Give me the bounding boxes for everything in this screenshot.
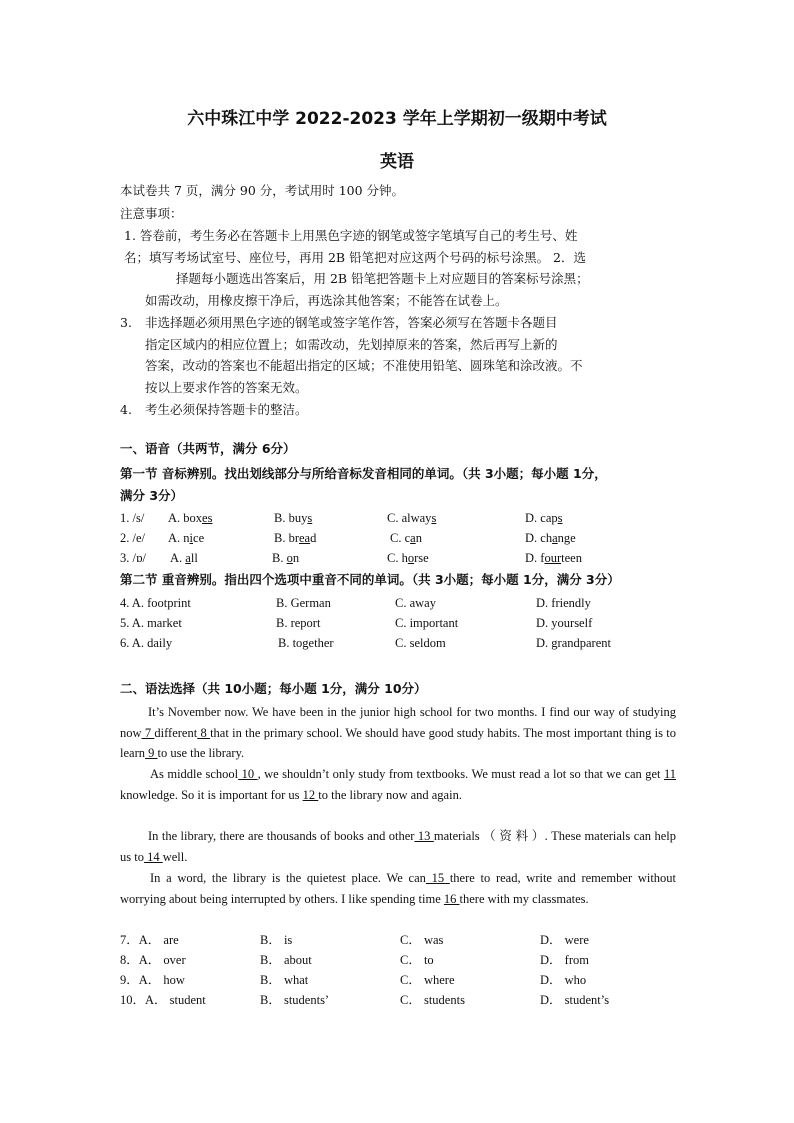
note-3-number: 3.: [120, 315, 132, 330]
q7-option-c: C． was: [400, 933, 444, 947]
q6-option-b: B. together: [278, 636, 334, 650]
note-2-line-1: 择题每小题选出答案后，用 2B 铅笔把答题卡上对应题目的答案标号涂黑；: [176, 271, 589, 286]
q3-number: 3. /ɒ/: [120, 551, 146, 565]
q2-option-b: B. bread: [274, 531, 317, 545]
section-2-instructions: 第二节 重音辨别。指出四个选项中重音不同的单词。（共 3小题；每小题 1分，满分 3分）: [120, 572, 620, 587]
section-1-instructions-line-2: 满分 3分）: [120, 488, 184, 503]
q1-option-a: A. boxes: [168, 511, 213, 525]
q4-option-a: 4. A. footprint: [120, 596, 191, 610]
q3-option-d: D. fourteen: [525, 551, 582, 565]
q5-option-b: B. report: [276, 616, 321, 630]
note-3-line-3: 答案，改动的答案也不能超出指定的区域；不准使用铅笔、圆珠笔和涂改液。不: [145, 358, 583, 373]
section-1-instructions-line-1: 第一节 音标辨别。找出划线部分与所给音标发音相同的单词。（共 3小题；每小题 1分，: [120, 466, 607, 481]
note-4-line-1: 考生必须保持答题卡的整洁。: [145, 402, 308, 417]
note-2-line-2: 如需改动，用橡皮擦干净后，再选涂其他答案；不能答在试卷上。: [145, 293, 508, 308]
q9-option-a: 9．A． how: [120, 973, 185, 987]
blank-12: 12: [302, 787, 319, 802]
q7-option-a: 7．A． are: [120, 933, 179, 947]
note-3-line-2: 指定区域内的相应位置上；如需改动，先划掉原来的答案，然后再写上新的: [145, 337, 558, 352]
q1-option-d: D. caps: [525, 511, 563, 525]
q5-option-d: D. yourself: [536, 616, 593, 630]
part-1-heading: 一、语音（共两节，满分 6分）: [120, 441, 296, 456]
q8-option-c: C． to: [400, 953, 434, 967]
blank-7: 7: [141, 725, 155, 740]
q1-option-b: B. buys: [274, 511, 313, 525]
q9-option-d: D． who: [540, 973, 587, 987]
q5-option-a: 5. A. market: [120, 616, 182, 630]
q4-option-d: D. friendly: [536, 596, 591, 610]
q7-option-b: B． is: [260, 933, 293, 947]
q5-option-c: C. important: [395, 616, 459, 630]
blank-13: 13: [414, 829, 434, 843]
passage-paragraph-2: As middle school 10 , we shouldn’t only study from textbooks. We must read a lot so that we can get 11 knowledge. So it is important for us 12 to the library now and again.: [120, 767, 677, 802]
blank-8: 8: [197, 725, 211, 740]
q1-option-c: C. always: [387, 511, 437, 525]
blank-10: 10: [238, 767, 258, 781]
q2-option-d: D. change: [525, 531, 576, 545]
q7-option-d: D． were: [540, 933, 589, 947]
blank-14: 14: [143, 849, 163, 864]
q3-option-c: C. horse: [387, 551, 429, 565]
q2-number: 2. /e/: [120, 531, 145, 545]
passage-paragraph-1: It’s November now. We have been in the junior high school for two months. I find our way of studying now 7 different 8 that in the primary school. We should have good study habits. The most important thing is to learn 9 to use the library.: [120, 705, 676, 761]
q10-option-c: C． students: [400, 993, 465, 1007]
q8-option-a: 8．A． over: [120, 953, 186, 967]
q6-option-a: 6. A. daily: [120, 636, 173, 650]
blank-16: 16: [443, 891, 460, 906]
q2-option-a: A. nice: [168, 531, 205, 545]
q9-option-b: B． what: [260, 973, 309, 987]
passage-paragraph-3: In the library, there are thousands of books and other 13 materials （ 资 料 ）. These materials can help us to 14 well.: [120, 829, 677, 864]
q9-option-c: C． where: [400, 973, 455, 987]
exam-summary: 本试卷共 7 页，满分 90 分，考试用时 100 分钟。: [120, 183, 405, 198]
note-1-line-1: 1. 答卷前，考生务必在答题卡上用黑色字迹的钢笔或签字笔填写自己的考生号、姓: [124, 228, 578, 243]
exam-title: 六中珠江中学 2022-2023 学年上学期初一级期中考试: [187, 109, 607, 129]
q1-number: 1. /s/: [120, 511, 145, 525]
q2-option-c: C. can: [390, 531, 422, 545]
q3-option-b: B. on: [272, 551, 300, 565]
note-4-number: 4.: [120, 402, 132, 417]
q10-option-a: 10．A． student: [120, 993, 206, 1007]
blank-9: 9: [144, 746, 158, 761]
blank-15: 15: [425, 871, 450, 885]
q8-option-d: D． from: [540, 953, 589, 967]
passage-paragraph-4: In a word, the library is the quietest place. We can 15 there to read, write and remember without worrying about being interrupted by others. I like spending time 16 there with my classmates.: [120, 871, 677, 906]
q6-option-c: C. seldom: [395, 636, 446, 650]
q3-option-a: A. all: [170, 551, 198, 565]
q4-option-b: B. German: [276, 596, 331, 610]
blank-11: 11: [663, 767, 677, 781]
q4-option-c: C. away: [395, 596, 436, 610]
q10-option-b: B． students’: [260, 993, 330, 1007]
note-3-line-4: 按以上要求作答的答案无效。: [145, 380, 308, 395]
notes-title: 注意事项：: [120, 206, 183, 221]
q10-option-d: D． student’s: [540, 993, 610, 1007]
part-2-heading: 二、语法选择（共 10小题；每小题 1分，满分 10分）: [120, 681, 427, 696]
note-1-line-2: 名；填写考场试室号、座位号，再用 2B 铅笔把对应这两个号码的标号涂黑。 2．选: [124, 250, 587, 265]
q6-option-d: D. grandparent: [536, 636, 611, 650]
q8-option-b: B． about: [260, 953, 312, 967]
subject-title: 英语: [380, 152, 414, 172]
note-3-line-1: 非选择题必须用黑色字迹的钢笔或签字笔作答，答案必须写在答题卡各题目: [145, 315, 558, 330]
